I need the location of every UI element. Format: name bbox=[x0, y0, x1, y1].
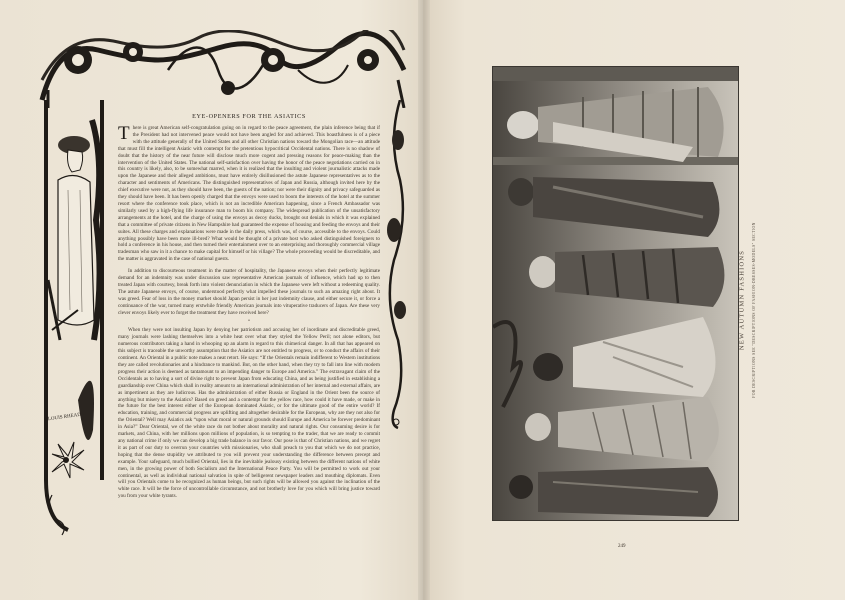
page-number: 249 bbox=[618, 544, 626, 549]
article bbox=[118, 113, 380, 505]
artist-signature: LOUIS RHEAD bbox=[47, 412, 82, 423]
plate-title: NEW AUTUMN FASHIONS bbox=[738, 249, 746, 351]
article-paragraph-2: In addition to discourteous treatment in the matter of hospitality, the Japanese envoys when their perfectly legitimate demand for an indemnity was under discussion saw representative American journals of influence, which had up to then treated Japan with courtesy, break forth into violent denunciation in which the Japanese were left without a redeeming quality. The astute Japanese envoys, of course, understood perfectly what impelled these journals to such an amazing right about. It was greed. Fear of loss in the money market should Japan persist in her just indemnity clause, and either secure it, or force a continuance of the war, turned many erstwhile friendly American journals into vituperative traducers of Japan. Are these very clever envoys likely ever to forget the treatment they have received here? bbox=[118, 268, 380, 316]
drop-cap: T bbox=[118, 123, 130, 144]
section-separator: • bbox=[248, 319, 250, 325]
ornamental-border-vine-icon bbox=[380, 100, 410, 430]
article-title: EYE-OPENERS FOR THE ASIATICS bbox=[192, 113, 306, 120]
article-paragraph-3: When they were not insulting Japan by denying her patriotism and accusing her of inordinate and discreditable greed, many journals were lashing themselves into a white heat over what they styled the Yellow Peril; not alone editors, but numerous contributors taking a hand in whooping up an alarm in regard to this chimerical danger. In all that has appeared on this subject is traceable the unworthy assumption that the Asiatics are not entitled to progress, or to conduct the affairs of their continent. An Oriental in a public note makes a neat retort. He says: “If the Orientals remain indifferent to Western institutions they are called revolutionaries and a hindrance to mankind. But, on the other hand, when they try to fall into line with modern progress their action is deemed as tantamount to an impending danger to Europe and America.” The extravagant claim of the Occidentals as to having a sort of divine right to prevent Japan from educating China, and as being justified in establishing a guardianship over China which shall in reality amount to an international administration of her internal and external affairs, are as impertinent as they are ludicrous. Has the administration of either Russia or England in the Orient been the source of anything but misery to the Asiatics? Based on greed and a contempt for the yellow race, how could it have made, or make in the future for the best interest either of the European dominated Asiatic, or for the ultimate good of the entire world? If education, training, and commercial progress are uplifting and altogether desirable for the European, why are they not also for the Oriental? Well may Asiatics ask “upon what moral or natural grounds should Europe and America be forever predominant in Asia?” Dear Oriental, we of the white race do not bother about morality and natural rights. Our consuming desire is for markets, and China, with her millions upon millions of population, is so tempting to the trader, that we are ready to commit any national crime if only we can develop a big trade balance in our favor. Our pose is that of Christian nations, and we regret it as part of our duty to overrun your countries with missionaries, who shall preach to you that which we do not practice, hoping that the dense stupidity we attributed to you will prevent your understanding the difference between precept and example. Your safeguard, much bullied Oriental, lies in the inevitable jealousy existing between the different nations of white men, in the growing power of both Socialism and the International Peace Party. You will be permitted to work out your continental, as well as individual national salvation in spite of belligerent newspaper leaders and mouthing diplomats. Even will you Orientals come to be recognized as human beings, but such rights will be allowed you against the inclination of the white race. It will be the force of uncontrollable circumstance, and not brotherly love for you which will bring justice toward you from your white tyrants. bbox=[118, 327, 380, 500]
paragraph-text: here is great American self-congratulation going on in regard to the peace agreement, the plain inference being that if the President had not intervened peace would not have been angled for and achieved. This boastfulness is of a piece with the attitude generally of the United States and all other Christian nations toward the Mongolian race—an attitude that must fill the intelligent Asiatic with contempt for the pretentious hypocritical Occidental nations. There is no shadow of doubt that the history of the near future will disclose much more cogent and pressing reasons for peace-making than the intervention of the United States. The national self-satisfaction over having the honor of the peace negotiations carried on in this country is likely, also, to be somewhat marred, when it is realized that the insulting and violent journalistic attacks made upon the Japanese and their alleged ambitions, must have entirely disillusioned the astute Japanese representatives as to the character and sentiments of Americans. The distinguished representatives of Japan and Russia, although invited here by the chief executive were not, as they should have been, the guests of the nation; nor were their dignity and privacy safeguarded as they should have been. It has been openly charged that the envoys were used to boom the interests of the hotel at the summer resort where the conference took place, which is not an incredible American happening, since a French Ambassador was similarly used by a high-flying life insurance man to boom his company. The widespread publication of the unsatisfactory arrangements at the hotel, and the charge of using the envoys as decoy ducks, brought out denials in which it was explained that a committee of private citizens in New Hampshire had guaranteed the expense of housing and feeding the envoys and their suites. All these charges and explanations were made in the daily press, which was, of course, accessible to the envoys. Could anything possibly have been more ill-bred? What would be thought of a private host who asked distinguished foreigners to hold a conference in his house, and then turned their entertainment over to an enterprising and thoroughly commercial village tradesman who saw in it a chance to make capital for himself or his village? The whole proceeding would be discreditable, and the matter is aggravated in the case of national guests. bbox=[118, 125, 380, 263]
plate-caption: FOR DESCRIPTIONS SEE "DESCRIPTIONS OF FASHION-DRESSES-MODELS" SECTION bbox=[752, 222, 756, 398]
page-gutter bbox=[418, 0, 430, 600]
fashion-figures-icon bbox=[493, 67, 738, 520]
ornamental-border-top-icon bbox=[38, 30, 408, 108]
fashion-plate-illustration bbox=[492, 66, 739, 521]
article-paragraph-1 bbox=[118, 125, 380, 263]
ornamental-border-figure-icon bbox=[38, 100, 110, 540]
